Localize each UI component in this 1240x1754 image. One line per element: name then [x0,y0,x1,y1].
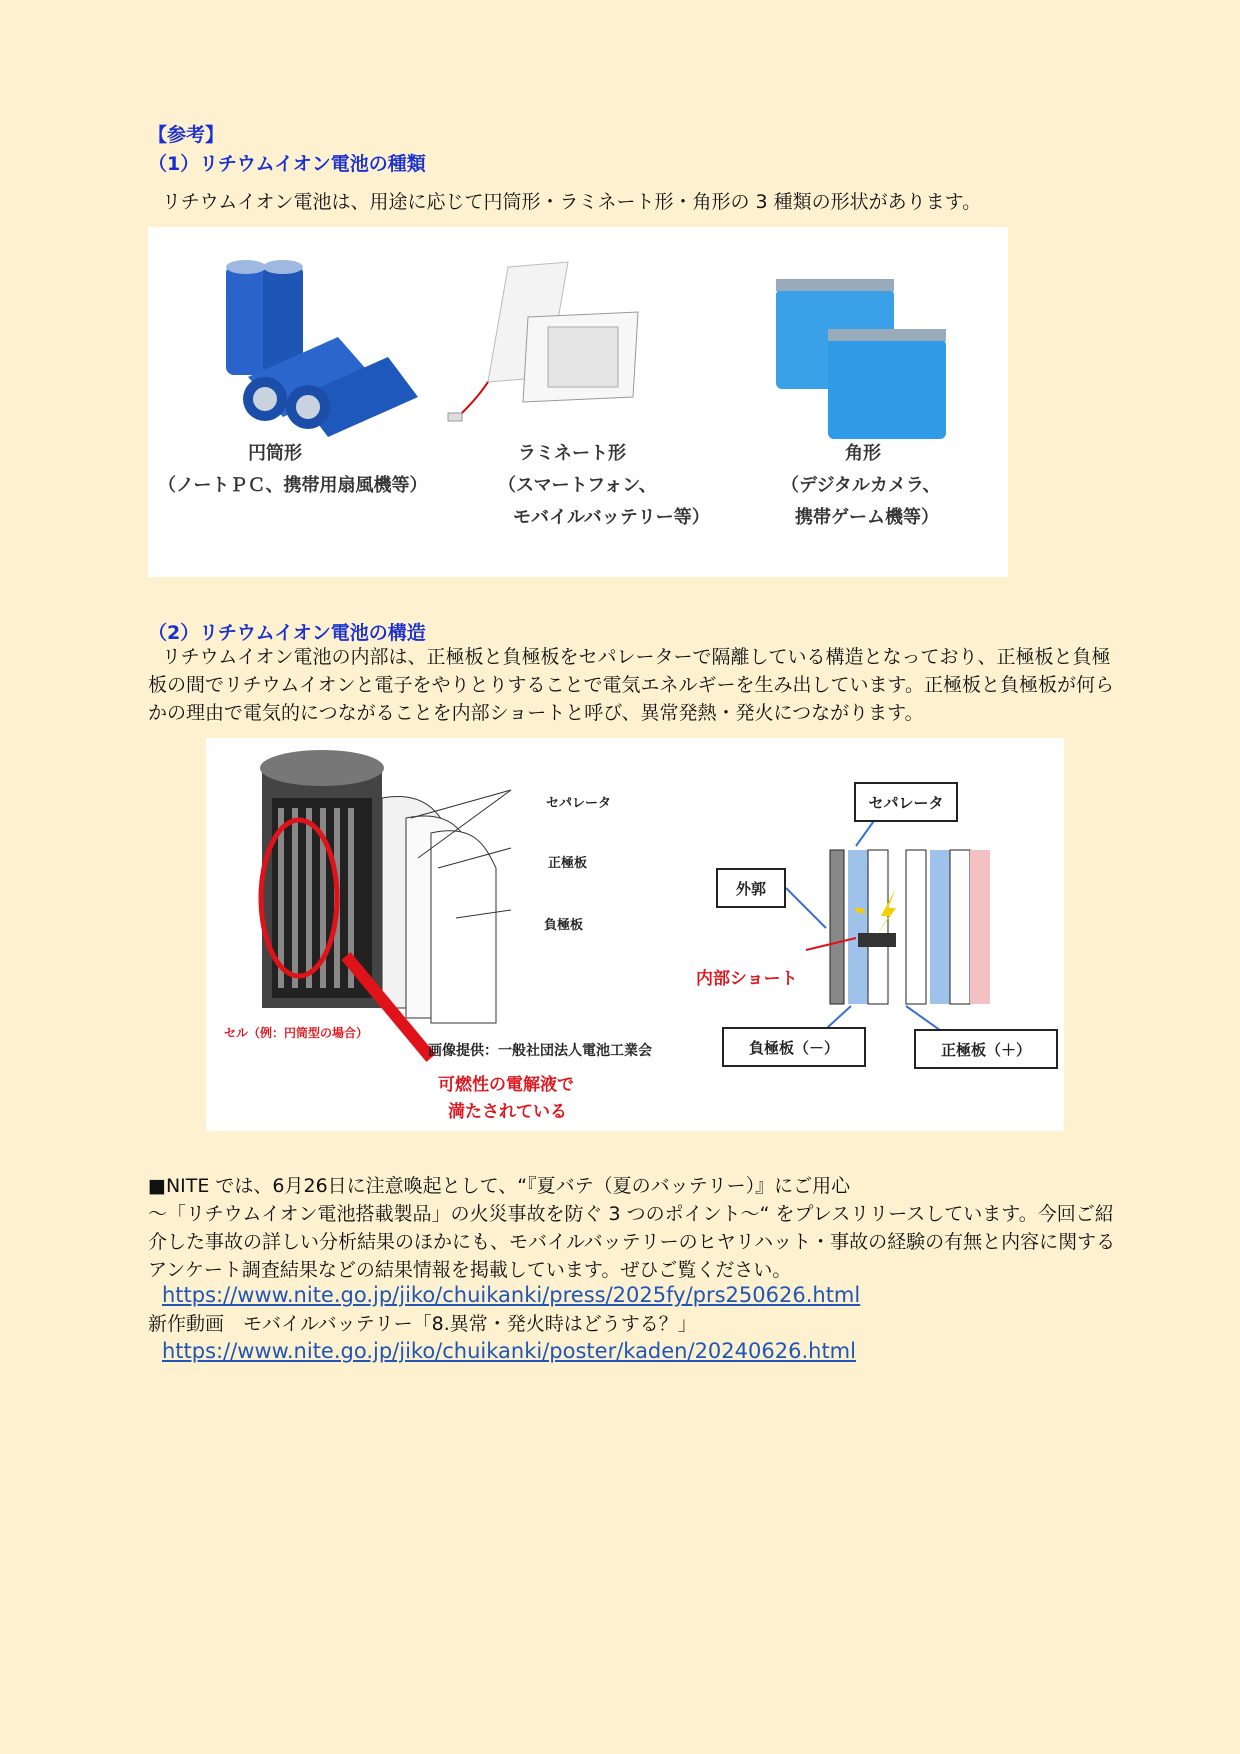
battery-structure-figure [206,738,1064,1131]
video-line: 新作動画 モバイルバッテリー「8.異常・発火時はどうする？」 [148,1313,697,1335]
separator-box: セパレータ [854,782,958,822]
separator-label: セパレータ [546,796,612,811]
laminate-label: ラミネート形 [518,443,626,464]
battery-types-figure [148,227,1008,577]
positive-plate-box: 正極板（＋） [914,1029,1058,1069]
cylindrical-use: （ノートＰＣ、携帯用扇風機等） [158,475,428,496]
notice-paragraph: ～「リチウムイオン電池搭載製品」の火災事故を防ぐ 3 つのポイント～“ をプレスリリースしています。今回ご紹介した事故の詳しい分析結果のほかにも、モバイルバッテリーのヒヤリハット・事故の経験の有無と内容に関するアンケート調査結果などの結果情報を掲載しています。ぜひご覧ください。 [148,1203,1116,1281]
section1-heading: （1）リチウムイオン電池の種類 [148,153,426,175]
casing-box: 外郭 [716,868,786,908]
section2-heading: （2）リチウムイオン電池の構造 [148,622,426,644]
laminate-use-2: モバイルバッテリー等） [513,507,710,528]
reference-heading: 【参考】 [148,124,225,146]
laminate-use-1: （スマートフォン、 [498,475,657,496]
image-credit: 画像提供：一般社団法人電池工業会 [428,1043,652,1059]
section1-text: リチウムイオン電池は、用途に応じて円筒形・ラミネート形・角形の 3 種類の形状があります。 [162,191,982,213]
prismatic-label: 角形 [845,443,881,464]
negative-plate-label: 負極板 [544,918,584,933]
electrolyte-label-2: 満たされている [448,1102,567,1122]
prismatic-use-2: 携帯ゲーム機等） [795,507,939,528]
prismatic-use-1: （デジタルカメラ、 [781,475,941,496]
positive-plate-label: 正極板 [548,856,588,871]
notice-line1: ■NITE では、6月26日に注意喚起として、“『夏バテ（夏のバッテリー）』にご用心 [148,1175,851,1197]
internal-short-schematic [786,818,990,1038]
cylindrical-battery-image [226,260,418,437]
cylinder-cutaway-image [260,750,511,1058]
cylindrical-label: 円筒形 [248,443,302,464]
electrolyte-label-1: 可燃性の電解液で [438,1075,574,1095]
cell-caption: セル（例：円筒型の場合） [224,1026,369,1040]
video-link[interactable]: https://www.nite.go.jp/jiko/chuikanki/poster/kaden/20240626.html [162,1339,856,1363]
laminate-battery-image [448,262,638,421]
prismatic-battery-image [776,279,946,439]
internal-short-label: 内部ショート [696,969,798,989]
section2-text: リチウムイオン電池の内部は、正極板と負極板をセパレーターで隔離している構造となっており、正極板と負極板の間でリチウムイオンと電子をやりとりすることで電気エネルギーを生み出しています。正極板と負極板が何らかの理由で電気的につながることを内部ショートと呼び、異常発熱・発火につながります。 [148,646,1114,724]
negative-plate-box: 負極板（－） [722,1027,866,1067]
press-release-link[interactable]: https://www.nite.go.jp/jiko/chuikanki/press/2025fy/prs250626.html [162,1283,861,1307]
